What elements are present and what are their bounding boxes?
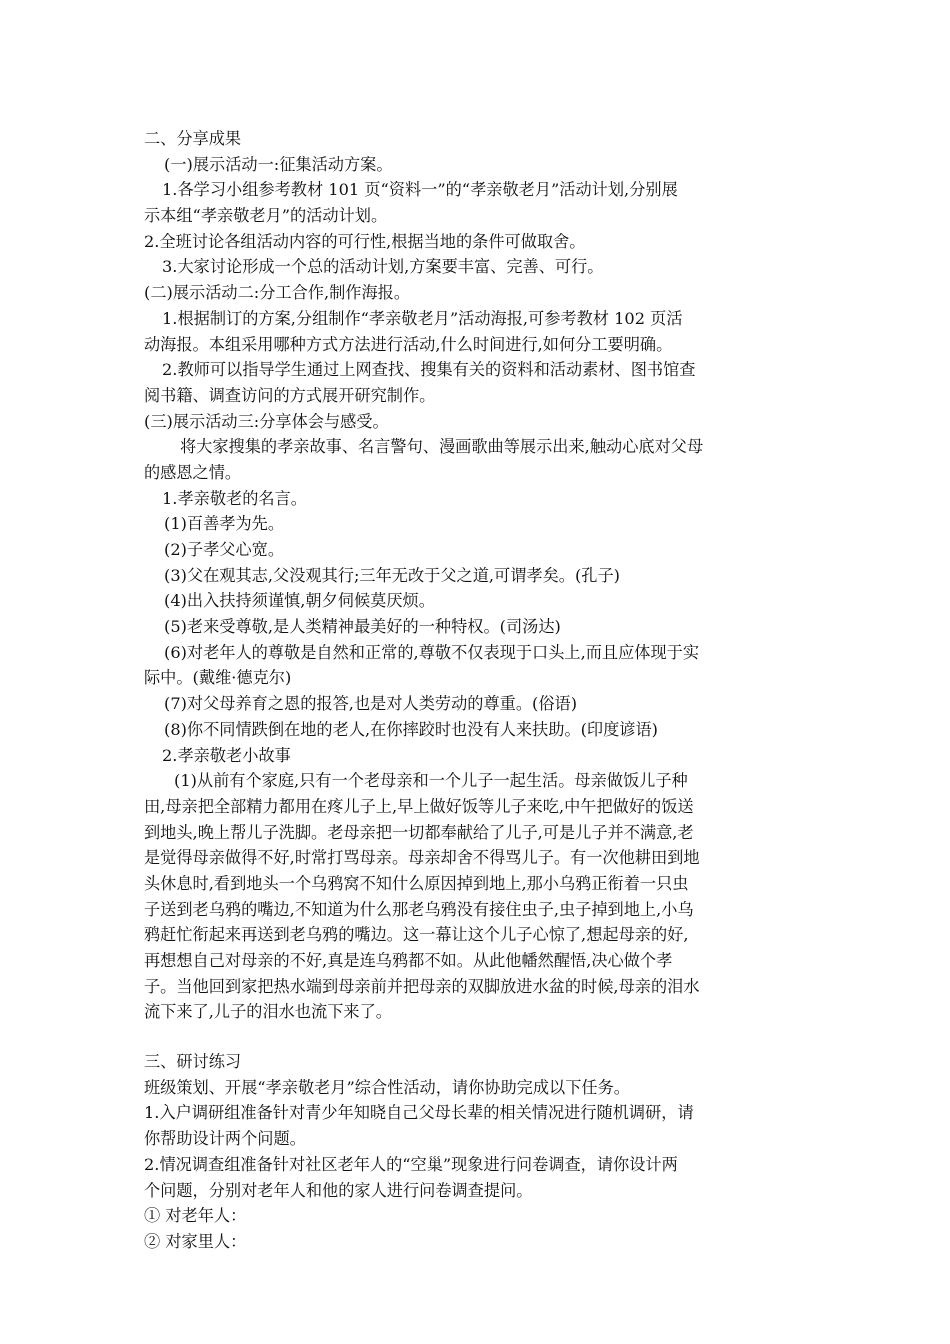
activity-two-title: (二)展示活动二:分工合作,制作海报。 xyxy=(144,283,411,303)
activity-one-item-1-line-2: 示本组“孝亲敬老月”的活动计划。 xyxy=(144,206,388,226)
story-line: (1)从前有个家庭,只有一个老母亲和一个儿子一起生活。母亲做饭儿子种 xyxy=(174,771,688,791)
task-1-line-2: 你帮助设计两个问题。 xyxy=(144,1129,306,1149)
story-line: 再想想自己对母亲的不好,真是连乌鸦都不如。从此他幡然醒悟,决心做个孝 xyxy=(144,951,673,970)
task-2-line-1: 2.情况调查组准备针对社区老年人的“空巢”现象进行问卷调查，请你设计两 xyxy=(144,1154,678,1174)
quote-6-line-2: 际中。(戴维·德克尔) xyxy=(144,668,292,688)
quote-3: (3)父在观其志,父没观其行;三年无改于父之道,可谓孝矣。(孔子) xyxy=(164,565,620,585)
story-line: 田,母亲把全部精力都用在疼儿子上,早上做好饭等儿子来吃,中午把做好的饭送 xyxy=(144,796,694,816)
quote-5: (5)老来受尊敬,是人类精神最美好的一种特权。(司汤达) xyxy=(164,617,561,637)
task-1-line-1: 1.入户调研组准备针对青少年知晓自己父母长辈的相关情况进行随机调研，请 xyxy=(144,1103,694,1123)
answer-elderly: ① 对老年人： xyxy=(144,1206,247,1226)
section-gap xyxy=(144,1025,814,1049)
activity-three-intro-line-2: 的感恩之情。 xyxy=(144,462,242,482)
activity-two-item-1-line-1: 1.根据制订的方案,分组制作“孝亲敬老月”活动海报,可参考教材 102 页活 xyxy=(162,308,683,328)
activity-one-item-2: 2.全班讨论各组活动内容的可行性,根据当地的条件可做取舍。 xyxy=(144,231,586,251)
story-line: 子送到老乌鸦的嘴边,不知道为什么那老乌鸦没有接住虫子,虫子掉到地上,小乌 xyxy=(144,899,694,919)
activity-three-intro-line-1: 将大家搜集的孝亲故事、名言警句、漫画歌曲等展示出来,触动心底对父母 xyxy=(180,437,704,457)
story-title: 2.孝亲敬老小故事 xyxy=(162,745,291,765)
document-page xyxy=(144,126,814,1255)
activity-two-item-1-line-2: 动海报。本组采用哪种方式方法进行活动,什么时间进行,如何分工要明确。 xyxy=(144,334,673,354)
quote-8: (8)你不同情跌倒在地的老人,在你摔跤时也没有人来扶助。(印度谚语) xyxy=(164,719,658,739)
story-line: 到地头,晚上帮儿子洗脚。老母亲把一切都奉献给了儿子,可是儿子并不满意,老 xyxy=(144,822,694,842)
story-line: 是觉得母亲做得不好,时常打骂母亲。母亲却舍不得骂儿子。有一次他耕田到地 xyxy=(144,848,700,868)
quotes-title: 1.孝亲敬老的名言。 xyxy=(162,488,307,508)
section-heading-discussion: 三、研讨练习 xyxy=(144,1052,242,1072)
activity-two-item-2-line-2: 阅书籍、调查访问的方式展开研究制作。 xyxy=(144,385,436,405)
story-line: 鸦赶忙衔起来再送到老乌鸦的嘴边。这一幕让这个儿子心惊了,想起母亲的好, xyxy=(144,925,689,945)
activity-three-title: (三)展示活动三:分享体会与感受。 xyxy=(144,411,389,431)
quote-2: (2)子孝父心宽。 xyxy=(164,540,285,559)
answer-family: ② 对家里人： xyxy=(144,1231,247,1251)
quote-6-line-1: (6)对老年人的尊敬是自然和正常的,尊敬不仅表现于口头上,而且应体现于实 xyxy=(164,642,700,662)
discussion-intro: 班级策划、开展“孝亲敬老月”综合性活动，请你协助完成以下任务。 xyxy=(144,1077,630,1097)
task-2-line-2: 个问题，分别对老年人和他的家人进行问卷调查提问。 xyxy=(144,1180,533,1200)
activity-two-item-2-line-1: 2.教师可以指导学生通过上网查找、搜集有关的资料和活动素材、图书馆查 xyxy=(162,360,696,380)
quote-1: (1)百善孝为先。 xyxy=(164,514,285,534)
quote-7: (7)对父母养育之恩的报答,也是对人类劳动的尊重。(俗语) xyxy=(164,694,578,714)
quote-4: (4)出入扶持须谨慎,朝夕伺候莫厌烦。 xyxy=(164,591,435,611)
section-heading-share-results: 二、分享成果 xyxy=(144,129,242,148)
story-line: 子。当他回到家把热水端到母亲前并把母亲的双脚放进水盆的时候,母亲的泪水 xyxy=(144,976,700,996)
activity-one-item-1-line-1: 1.各学习小组参考教材 101 页“资料一”的“孝亲敬老月”活动计划,分别展 xyxy=(162,180,678,200)
story-line: 头休息时,看到地头一个乌鸦窝不知什么原因掉到地上,那小乌鸦正衔着一只虫 xyxy=(144,873,689,893)
activity-one-title: (一)展示活动一:征集活动方案。 xyxy=(164,154,393,174)
story-line: 流下来了,儿子的泪水也流下来了。 xyxy=(144,1002,392,1022)
activity-one-item-3: 3.大家讨论形成一个总的活动计划,方案要丰富、完善、可行。 xyxy=(162,257,604,277)
